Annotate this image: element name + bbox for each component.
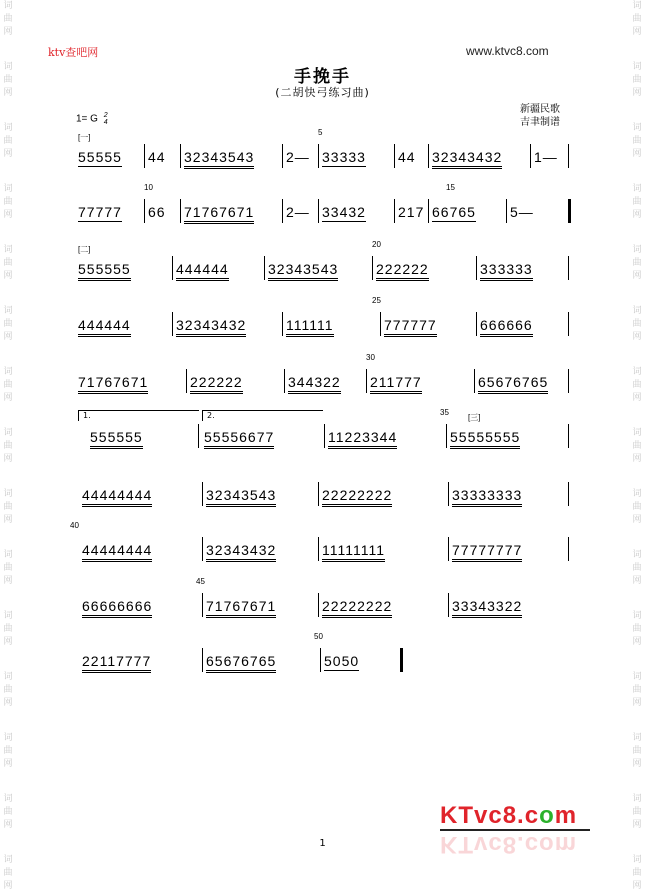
bar-line bbox=[568, 199, 571, 223]
watermark-char: 曲 bbox=[3, 868, 13, 878]
watermark-char: 词 bbox=[632, 123, 642, 133]
score-row bbox=[78, 577, 573, 617]
time-signature bbox=[104, 112, 108, 126]
watermark-char: 曲 bbox=[632, 75, 642, 85]
watermark-char: 网 bbox=[632, 210, 642, 220]
watermark-char: 曲 bbox=[632, 624, 642, 634]
bar-line bbox=[172, 256, 173, 280]
bar-line bbox=[428, 199, 429, 223]
measure: 32343432 bbox=[432, 148, 502, 169]
watermark-char: 词 bbox=[3, 123, 13, 133]
watermark-char: 曲 bbox=[3, 197, 13, 207]
bar-line bbox=[318, 537, 319, 561]
measure: 555555 bbox=[78, 260, 131, 281]
watermark-char: 曲 bbox=[632, 319, 642, 329]
bar-line bbox=[282, 312, 283, 336]
watermark-char: 曲 bbox=[632, 685, 642, 695]
logo-end: m bbox=[554, 802, 578, 829]
bar-line bbox=[318, 199, 319, 223]
watermark-char: 词 bbox=[3, 672, 13, 682]
watermark-char: 词 bbox=[632, 794, 642, 804]
watermark-char: 曲 bbox=[632, 868, 642, 878]
watermark-char: 网 bbox=[3, 149, 13, 159]
measure: 222222 bbox=[376, 260, 429, 281]
bar-line bbox=[282, 144, 283, 168]
measure-number: 50 bbox=[314, 632, 323, 641]
volta-first-ending: 1. bbox=[78, 410, 199, 421]
bar-line bbox=[366, 369, 367, 393]
measure: 222222 bbox=[190, 373, 243, 394]
watermark-right-column bbox=[629, 0, 645, 891]
watermark-char: 网 bbox=[632, 698, 642, 708]
key-text: 1= G bbox=[76, 113, 98, 125]
measure: 32343432 bbox=[176, 316, 246, 337]
watermark-char: 曲 bbox=[632, 502, 642, 512]
brand-left: ktv查吧网 bbox=[48, 46, 99, 59]
measure: 44444444 bbox=[82, 541, 152, 562]
time-sig-top: 2 bbox=[103, 112, 108, 119]
watermark-char: 词 bbox=[632, 245, 642, 255]
measure: 5— bbox=[510, 204, 534, 220]
brand-url: www.ktvc8.com bbox=[466, 44, 549, 58]
bar-line bbox=[282, 199, 283, 223]
bar-line bbox=[446, 424, 447, 448]
watermark-char: 词 bbox=[3, 855, 13, 865]
measure: 71767671 bbox=[206, 597, 276, 618]
bar-line bbox=[448, 593, 449, 617]
watermark-char: 词 bbox=[3, 489, 13, 499]
measure: 33333333 bbox=[452, 486, 522, 507]
bar-line bbox=[380, 312, 381, 336]
measure: 32343543 bbox=[184, 148, 254, 169]
watermark-char: 词 bbox=[3, 245, 13, 255]
measure: 33343322 bbox=[452, 597, 522, 618]
watermark-char: 曲 bbox=[632, 197, 642, 207]
watermark-char: 网 bbox=[3, 27, 13, 37]
section-label: [三] bbox=[468, 413, 481, 422]
bar-line bbox=[394, 144, 395, 168]
key-signature bbox=[76, 112, 108, 126]
watermark-char: 网 bbox=[3, 820, 13, 830]
watermark-char: 词 bbox=[632, 672, 642, 682]
measure: 71767671 bbox=[184, 203, 254, 224]
bar-line bbox=[568, 424, 569, 448]
watermark-char: 词 bbox=[3, 1, 13, 11]
bar-line bbox=[568, 312, 569, 336]
score-row bbox=[78, 632, 573, 672]
watermark-char: 词 bbox=[632, 306, 642, 316]
measure: 44 bbox=[148, 149, 166, 165]
watermark-char: 词 bbox=[3, 184, 13, 194]
watermark-char: 词 bbox=[3, 733, 13, 743]
watermark-char: 网 bbox=[632, 332, 642, 342]
watermark-char: 词 bbox=[632, 733, 642, 743]
song-origin: 新疆民歌 bbox=[520, 104, 560, 115]
watermark-char: 曲 bbox=[632, 746, 642, 756]
watermark-char: 网 bbox=[3, 393, 13, 403]
watermark-char: 曲 bbox=[3, 380, 13, 390]
bar-line bbox=[568, 369, 569, 393]
measure: 44 bbox=[398, 149, 416, 165]
watermark-char: 曲 bbox=[3, 502, 13, 512]
watermark-char: 网 bbox=[632, 149, 642, 159]
bar-line bbox=[180, 199, 181, 223]
measure: 66666666 bbox=[82, 597, 152, 618]
watermark-char: 词 bbox=[632, 62, 642, 72]
bar-line bbox=[198, 424, 199, 448]
measure: 44444444 bbox=[82, 486, 152, 507]
watermark-char: 曲 bbox=[632, 563, 642, 573]
watermark-char: 网 bbox=[3, 637, 13, 647]
bar-line bbox=[144, 199, 145, 223]
watermark-char: 词 bbox=[632, 184, 642, 194]
watermark-char: 网 bbox=[632, 454, 642, 464]
watermark-char: 网 bbox=[632, 393, 642, 403]
watermark-char: 网 bbox=[632, 820, 642, 830]
watermark-char: 曲 bbox=[3, 75, 13, 85]
bar-line bbox=[568, 144, 569, 168]
measure: 77777 bbox=[78, 204, 122, 220]
watermark-char: 网 bbox=[3, 332, 13, 342]
watermark-char: 曲 bbox=[632, 136, 642, 146]
page-number: 1 bbox=[319, 838, 326, 849]
measure: 5050 bbox=[324, 653, 360, 669]
bar-line bbox=[530, 144, 531, 168]
watermark-char: 词 bbox=[632, 428, 642, 438]
watermark-char: 网 bbox=[632, 27, 642, 37]
measure-number: 45 bbox=[196, 577, 205, 586]
measure: 22222222 bbox=[322, 486, 392, 507]
bar-line bbox=[318, 144, 319, 168]
watermark-char: 网 bbox=[3, 759, 13, 769]
time-sig-bottom: 4 bbox=[103, 119, 108, 126]
watermark-char: 曲 bbox=[3, 807, 13, 817]
bar-line bbox=[320, 648, 321, 672]
measure-number: 35 bbox=[440, 408, 449, 417]
score-row bbox=[78, 296, 573, 336]
bar-line bbox=[202, 593, 203, 617]
score-row bbox=[78, 240, 573, 280]
watermark-char: 词 bbox=[632, 550, 642, 560]
bar-line bbox=[284, 369, 285, 393]
bar-line bbox=[318, 593, 319, 617]
watermark-char: 曲 bbox=[3, 258, 13, 268]
bar-line bbox=[568, 256, 569, 280]
watermark-char: 网 bbox=[632, 881, 642, 891]
measure-number: 5 bbox=[318, 128, 323, 137]
measure: 32343543 bbox=[206, 486, 276, 507]
watermark-char: 网 bbox=[3, 576, 13, 586]
measure-number: 20 bbox=[372, 240, 381, 249]
measure: 71767671 bbox=[78, 373, 148, 394]
bar-line bbox=[372, 256, 373, 280]
bar-line bbox=[394, 199, 395, 223]
section-label: [一] bbox=[78, 133, 91, 142]
bar-line bbox=[318, 482, 319, 506]
watermark-char: 网 bbox=[632, 515, 642, 525]
watermark-char: 曲 bbox=[3, 624, 13, 634]
score-row bbox=[78, 466, 573, 506]
watermark-char: 网 bbox=[3, 454, 13, 464]
watermark-char: 曲 bbox=[3, 563, 13, 573]
watermark-char: 网 bbox=[3, 881, 13, 891]
score-row bbox=[78, 353, 573, 393]
watermark-char: 词 bbox=[3, 611, 13, 621]
bar-line bbox=[568, 482, 569, 506]
watermark-char: 词 bbox=[3, 794, 13, 804]
measure-number: 15 bbox=[446, 183, 455, 192]
watermark-char: 词 bbox=[3, 62, 13, 72]
watermark-char: 曲 bbox=[632, 380, 642, 390]
measure-number: 10 bbox=[144, 183, 153, 192]
watermark-char: 词 bbox=[3, 367, 13, 377]
watermark-char: 网 bbox=[632, 88, 642, 98]
measure: 1— bbox=[534, 149, 558, 165]
measure: 33333 bbox=[322, 149, 366, 165]
watermark-char: 曲 bbox=[3, 319, 13, 329]
watermark-char: 词 bbox=[3, 306, 13, 316]
measure: 111111 bbox=[286, 316, 334, 337]
watermark-char: 网 bbox=[3, 515, 13, 525]
watermark-left-column bbox=[0, 0, 16, 891]
measure: 555555 bbox=[90, 428, 143, 449]
song-subtitle: (二胡快弓练习曲) bbox=[275, 86, 370, 99]
score-row bbox=[78, 128, 573, 168]
watermark-char: 网 bbox=[632, 637, 642, 647]
watermark-char: 网 bbox=[632, 271, 642, 281]
bar-line bbox=[568, 537, 569, 561]
score-row bbox=[70, 521, 573, 561]
watermark-char: 词 bbox=[632, 855, 642, 865]
watermark-char: 曲 bbox=[3, 14, 13, 24]
watermark-char: 网 bbox=[3, 210, 13, 220]
measure: 777777 bbox=[384, 316, 437, 337]
measure: 32343543 bbox=[268, 260, 338, 281]
measure: 66765 bbox=[432, 204, 476, 220]
measure: 55556677 bbox=[204, 428, 274, 449]
watermark-char: 曲 bbox=[632, 807, 642, 817]
measure-number: 25 bbox=[372, 296, 381, 305]
logo-o: o bbox=[539, 802, 555, 829]
watermark-char: 词 bbox=[3, 428, 13, 438]
section-label: [二] bbox=[78, 245, 91, 254]
measure: 55555555 bbox=[450, 428, 520, 449]
measure: 55555 bbox=[78, 149, 122, 165]
watermark-char: 词 bbox=[632, 367, 642, 377]
logo-middle: Tvc8.c bbox=[458, 802, 540, 829]
bar-line bbox=[448, 482, 449, 506]
bar-line bbox=[428, 144, 429, 168]
bar-line bbox=[474, 369, 475, 393]
measure: 666666 bbox=[480, 316, 533, 337]
bar-line bbox=[144, 144, 145, 168]
watermark-char: 词 bbox=[632, 611, 642, 621]
score-row bbox=[78, 408, 573, 448]
watermark-char: 网 bbox=[632, 576, 642, 586]
measure: 77777777 bbox=[452, 541, 522, 562]
watermark-char: 曲 bbox=[632, 14, 642, 24]
watermark-char: 网 bbox=[3, 698, 13, 708]
measure: 11223344 bbox=[328, 428, 397, 449]
bar-line bbox=[476, 312, 477, 336]
watermark-char: 曲 bbox=[632, 441, 642, 451]
watermark-char: 曲 bbox=[3, 136, 13, 146]
watermark-char: 词 bbox=[632, 489, 642, 499]
watermark-char: 曲 bbox=[3, 441, 13, 451]
measure: 65676765 bbox=[206, 652, 276, 673]
measure: 333333 bbox=[480, 260, 533, 281]
measure: 66 bbox=[148, 204, 166, 220]
logo-reflection: KTvc8.com bbox=[440, 831, 578, 858]
measure: 22117777 bbox=[82, 652, 151, 673]
bar-line bbox=[202, 648, 203, 672]
bar-line bbox=[202, 482, 203, 506]
score-row bbox=[78, 183, 573, 223]
measure: 444444 bbox=[78, 316, 131, 337]
measure: 444444 bbox=[176, 260, 229, 281]
bar-line bbox=[324, 424, 325, 448]
bar-line bbox=[172, 312, 173, 336]
measure: 2— bbox=[286, 204, 310, 220]
watermark-char: 词 bbox=[3, 550, 13, 560]
measure: 2— bbox=[286, 149, 310, 165]
watermark-char: 曲 bbox=[3, 746, 13, 756]
measure: 217 bbox=[398, 204, 425, 220]
watermark-char: 曲 bbox=[632, 258, 642, 268]
song-title: 手挽手 bbox=[294, 67, 351, 87]
measure: 211777 bbox=[370, 373, 422, 394]
measure: 32343432 bbox=[206, 541, 276, 562]
bar-line bbox=[264, 256, 265, 280]
bar-line bbox=[202, 537, 203, 561]
bar-line bbox=[506, 199, 507, 223]
bar-line bbox=[400, 648, 403, 672]
measure-number: 40 bbox=[70, 521, 79, 530]
measure: 22222222 bbox=[322, 597, 392, 618]
watermark-char: 曲 bbox=[3, 685, 13, 695]
logo-k: K bbox=[440, 802, 459, 829]
measure: 65676765 bbox=[478, 373, 548, 394]
watermark-char: 词 bbox=[632, 1, 642, 11]
bar-line bbox=[186, 369, 187, 393]
bar-line bbox=[476, 256, 477, 280]
measure: 11111111 bbox=[322, 541, 385, 562]
watermark-char: 网 bbox=[632, 759, 642, 769]
measure: 33432 bbox=[322, 204, 366, 220]
measure-number: 30 bbox=[366, 353, 375, 362]
ktvc8-logo bbox=[440, 802, 577, 830]
measure: 344322 bbox=[288, 373, 341, 394]
watermark-char: 网 bbox=[3, 88, 13, 98]
song-arranger: 吉聿制谱 bbox=[520, 117, 560, 128]
watermark-char: 网 bbox=[3, 271, 13, 281]
volta-second-ending: 2. bbox=[202, 410, 323, 421]
bar-line bbox=[448, 537, 449, 561]
bar-line bbox=[180, 144, 181, 168]
